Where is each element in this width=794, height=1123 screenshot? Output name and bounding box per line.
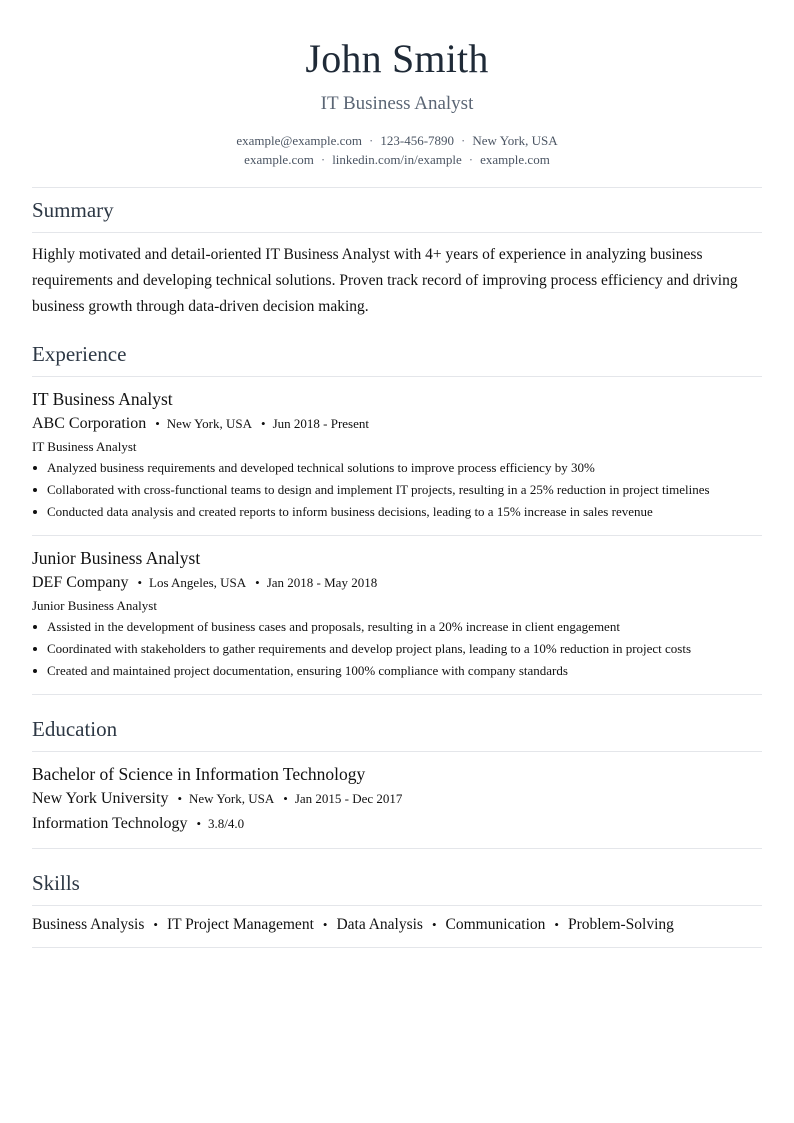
meta-bullet: • [255, 575, 260, 590]
resume-header [32, 0, 762, 169]
job-location: Los Angeles, USA [149, 575, 247, 590]
education-entry [32, 752, 762, 849]
meta-bullet: • [177, 791, 183, 806]
skill-item: Data Analysis [336, 916, 423, 933]
job-achievements [32, 459, 762, 521]
contact-separator: · [320, 152, 326, 167]
meta-bullet: • [137, 575, 143, 590]
contact-line-2 [32, 150, 762, 169]
job-location: New York, USA [166, 416, 253, 431]
contact-separator: · [369, 133, 374, 148]
skills-section [32, 861, 762, 948]
section-title-skills: Skills [32, 871, 80, 895]
skill-separator: • [153, 917, 158, 932]
email-link[interactable]: example@example.com [236, 133, 363, 148]
experience-entry [32, 377, 762, 536]
job-meta [32, 573, 762, 593]
contact-info [32, 131, 762, 169]
skill-item: IT Project Management [166, 916, 314, 933]
candidate-name: John Smith [305, 36, 489, 81]
achievement-item: Analyzed business requirements and developed technical solutions to improve process efficiency by 30% [32, 459, 762, 477]
website-link[interactable]: example.com [244, 152, 314, 167]
summary-section [32, 187, 762, 320]
contact-separator: · [461, 133, 466, 148]
skill-separator: • [431, 917, 437, 932]
job-dates: Jan 2018 - May 2018 [266, 575, 378, 590]
education-heading-wrap [32, 707, 762, 752]
section-title-summary: Summary [32, 198, 114, 222]
skill-separator: • [322, 917, 328, 932]
experience-heading-wrap [32, 332, 762, 377]
skill-item: Communication [445, 916, 546, 933]
section-title-experience: Experience [32, 342, 127, 366]
education-field-row [32, 814, 762, 834]
experience-section [32, 332, 762, 695]
achievement-item: Coordinated with stakeholders to gather requirements and develop project plans, leading to a 10% reduction in project costs [32, 640, 762, 658]
gpa: 3.8/4.0 [208, 816, 245, 831]
achievement-item: Assisted in the development of business cases and proposals, resulting in a 20% increase in client engagement [32, 618, 762, 636]
job-achievements [32, 618, 762, 680]
phone-number: 123-456-7890 [380, 133, 455, 148]
skill-item: Problem-Solving [567, 916, 674, 933]
achievement-item: Conducted data analysis and created reports to inform business decisions, leading to a 15% increase in sales revenue [32, 503, 762, 521]
job-title: Junior Business Analyst [32, 548, 201, 568]
skills-list [32, 906, 762, 948]
degree-title: Bachelor of Science in Information Technology [32, 764, 366, 784]
meta-bullet: • [196, 816, 201, 831]
candidate-headline: IT Business Analyst [320, 93, 474, 114]
field-of-study: Information Technology [32, 815, 188, 832]
company-name: ABC Corporation [32, 415, 147, 432]
company-name: DEF Company [32, 574, 129, 591]
meta-bullet: • [155, 416, 160, 431]
achievement-item: Collaborated with cross-functional teams to design and implement IT projects, resulting in a 25% reduction in project timelines [32, 481, 762, 499]
education-meta [32, 789, 762, 809]
job-subtitle: Junior Business Analyst [32, 598, 157, 613]
job-subtitle: IT Business Analyst [32, 439, 137, 454]
summary-heading-wrap [32, 187, 762, 233]
achievement-item: Created and maintained project documentation, ensuring 100% compliance with company standards [32, 662, 762, 680]
contact-separator: · [468, 152, 474, 167]
skills-heading-wrap [32, 861, 762, 906]
contact-line-1 [32, 131, 762, 150]
job-dates: Jun 2018 - Present [272, 416, 370, 431]
job-meta [32, 414, 762, 434]
skill-separator: • [554, 917, 559, 932]
education-dates: Jan 2015 - Dec 2017 [294, 791, 403, 806]
meta-bullet: • [261, 416, 266, 431]
section-title-education: Education [32, 717, 118, 741]
school-location: New York, USA [189, 791, 275, 806]
job-title: IT Business Analyst [32, 389, 173, 409]
school-name: New York University [32, 790, 169, 807]
experience-entry [32, 536, 762, 695]
location: New York, USA [472, 133, 558, 148]
linkedin-link[interactable]: linkedin.com/in/example [332, 152, 462, 167]
education-section [32, 707, 762, 849]
skill-item: Business Analysis [32, 916, 145, 933]
portfolio-link[interactable]: example.com [480, 152, 550, 167]
meta-bullet: • [283, 791, 288, 806]
summary-text: Highly motivated and detail-oriented IT Business Analyst with 4+ years of experience in analyzing business requirements and developing technical solutions. Proven track record of improving process efficiency and driving business growth through data-driven decision making. [32, 246, 738, 315]
